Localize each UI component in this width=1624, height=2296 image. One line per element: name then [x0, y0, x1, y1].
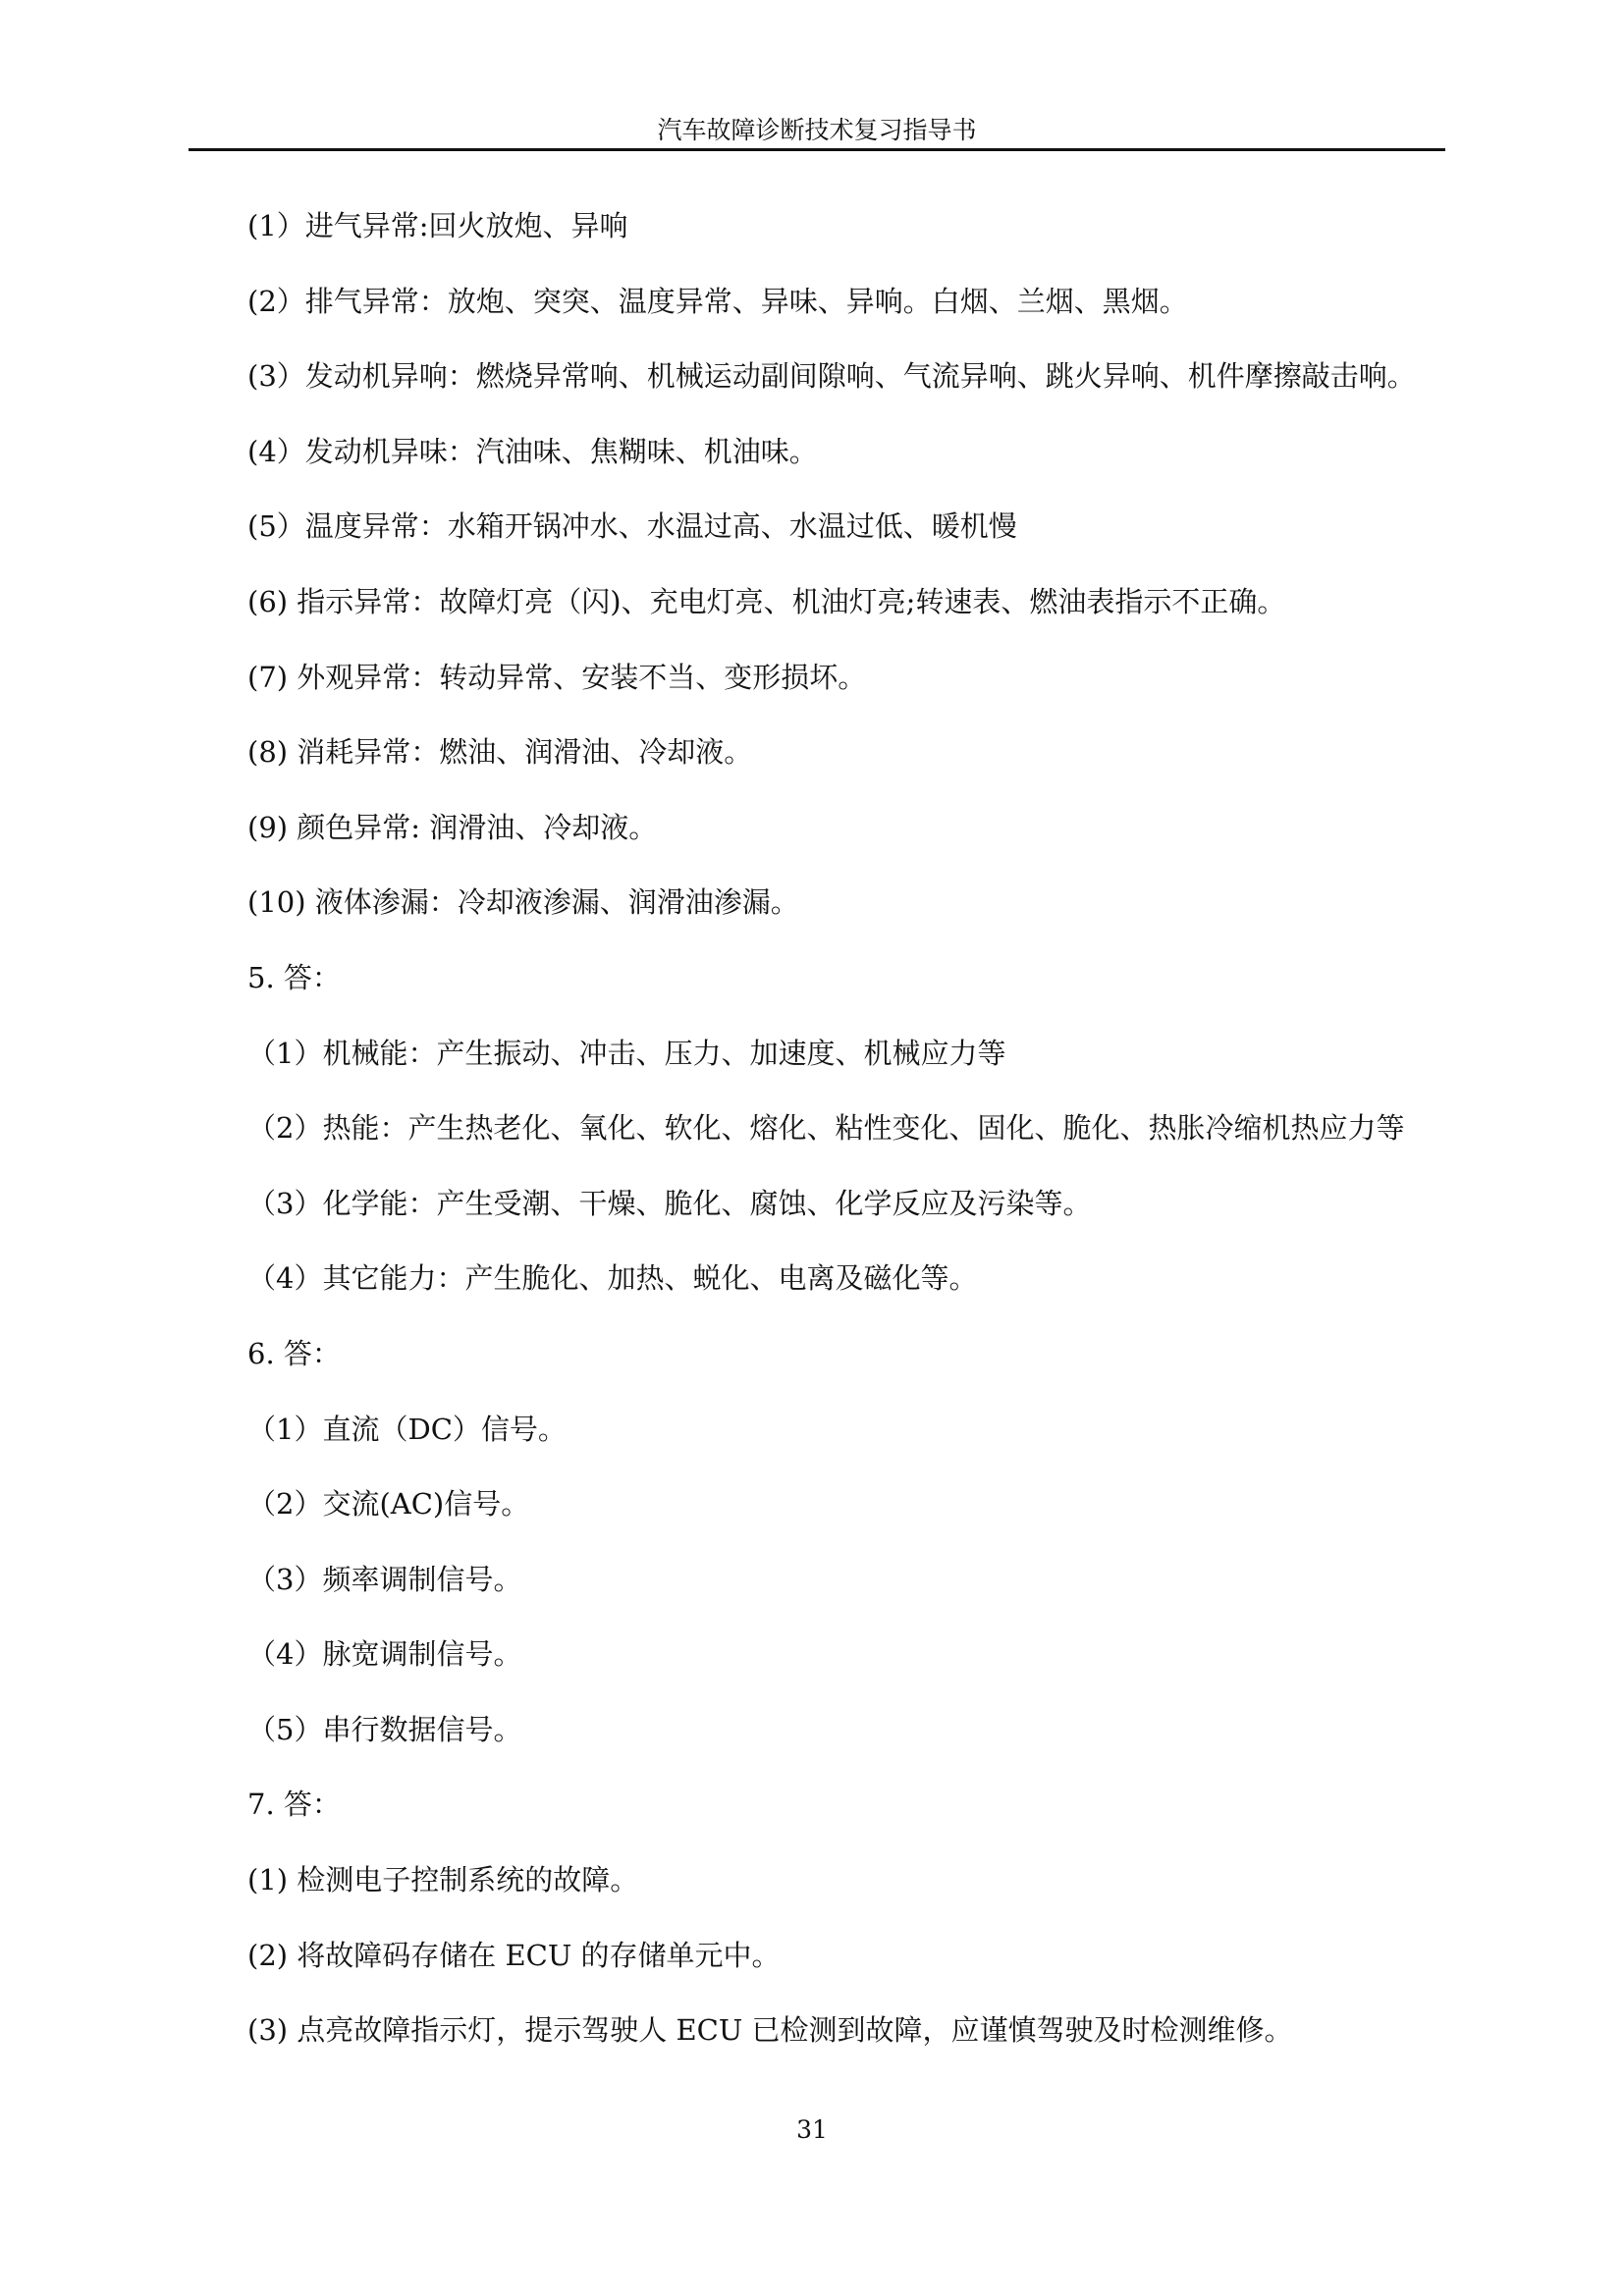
- answer-line-exhaust: (2）排气异常：放炮、突突、温度异常、异味、异响。白烟、兰烟、黑烟。: [247, 284, 1188, 318]
- answer-7-indicator: (3) 点亮故障指示灯，提示驾驶人 ECU 已检测到故障，应谨慎驾驶及时检测维修。: [247, 2013, 1293, 2048]
- answer-line-temperature: (5）温度异常：水箱开锅冲水、水温过高、水温过低、暖机慢: [247, 509, 1017, 544]
- answer-6-frequency: （3）频率调制信号。: [247, 1562, 522, 1596]
- page-number: 31: [796, 2115, 828, 2144]
- answer-line-engine-noise: (3）发动机异响：燃烧异常响、机械运动副间隙响、气流异响、跳火异响、机件摩擦敲击响。: [247, 359, 1416, 394]
- answer-5-chemical: （3）化学能：产生受潮、干燥、脆化、腐蚀、化学反应及污染等。: [247, 1186, 1092, 1220]
- answer-line-color: (9) 颜色异常: 润滑油、冷却液。: [247, 810, 658, 844]
- answer-7-detect: (1) 检测电子控制系统的故障。: [247, 1863, 639, 1897]
- answer-5-thermal: （2）热能：产生热老化、氧化、软化、熔化、粘性变化、固化、脆化、热胀冷缩机热应力等: [247, 1111, 1405, 1146]
- answer-7-store: (2) 将故障码存储在 ECU 的存储单元中。: [247, 1938, 781, 1972]
- page-header: 汽车故障诊断技术复习指导书: [189, 112, 1445, 151]
- answer-line-leakage: (10) 液体渗漏：冷却液渗漏、润滑油渗漏。: [247, 885, 799, 920]
- answer-line-intake: (1）进气异常:回火放炮、异响: [247, 209, 628, 242]
- answer-6-serial: （5）串行数据信号。: [247, 1712, 522, 1746]
- answer-line-indicator: (6) 指示异常：故障灯亮（闪)、充电灯亮、机油灯亮;转速表、燃油表指示不正确。: [247, 584, 1286, 618]
- answer-6-pulse-width: （4）脉宽调制信号。: [247, 1637, 522, 1672]
- question-6-heading: 6. 答：: [247, 1336, 341, 1370]
- answer-6-dc: （1）直流（DC）信号。: [247, 1412, 567, 1446]
- answer-line-engine-smell: (4）发动机异味：汽油味、焦糊味、机油味。: [247, 434, 818, 468]
- answer-6-ac: （2）交流(AC)信号。: [247, 1487, 530, 1522]
- answer-line-appearance: (7) 外观异常：转动异常、安装不当、变形损坏。: [247, 660, 867, 694]
- answer-5-other: （4）其它能力：产生脆化、加热、蜕化、电离及磁化等。: [247, 1261, 978, 1296]
- answer-line-consumption: (8) 消耗异常：燃油、润滑油、冷却液。: [247, 735, 753, 770]
- answer-5-mechanical: （1）机械能：产生振动、冲击、压力、加速度、机械应力等: [247, 1036, 1006, 1070]
- question-7-heading: 7. 答：: [247, 1788, 341, 1822]
- document-body: [247, 198, 1455, 2078]
- question-5-heading: 5. 答：: [247, 960, 341, 994]
